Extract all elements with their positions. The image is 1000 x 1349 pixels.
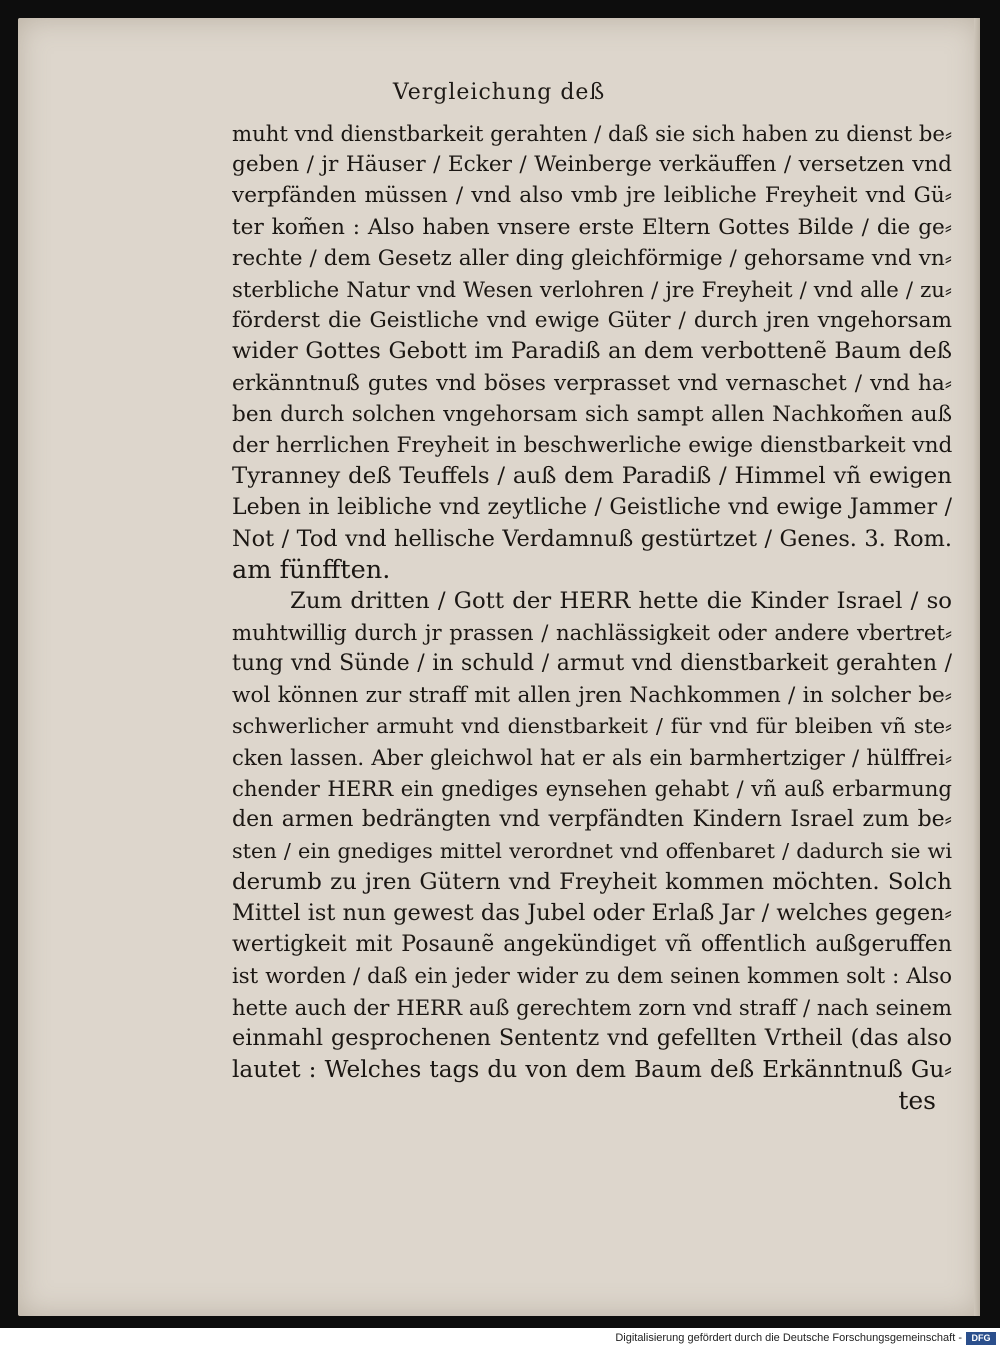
text-line: am fünfften. bbox=[232, 554, 391, 585]
page-edge bbox=[974, 18, 980, 1316]
footer-credit: Digitalisierung gefördert durch die Deutsche Forschungsgemeinschaft - bbox=[615, 1332, 962, 1344]
text-line: geben / jr Häuser / Ecker / Weinberge verkäuffen / versetzen vnd bbox=[232, 152, 952, 178]
text-line: ist worden / daß ein jeder wider zu dem seinen kommen solt : Also bbox=[232, 963, 952, 989]
text-line: den armen bedrängten vnd verpfändten Kindern Israel zum be⸗ bbox=[232, 807, 952, 833]
text-line: Mittel ist nun gewest das Jubel oder Erlaß Jar / welches gegen⸗ bbox=[232, 900, 952, 927]
text-line: förderst die Geistliche vnd ewige Güter / durch jren vngehorsam bbox=[232, 308, 952, 334]
running-head: Vergleichung deß bbox=[392, 80, 606, 105]
text-line: wider Gottes Gebott im Paradiß an dem verbottenẽ Baum deß bbox=[232, 338, 952, 365]
body-text bbox=[232, 118, 952, 1085]
text-line: rechte / dem Gesetz aller ding gleichförmige / gehorsame vnd vn⸗ bbox=[232, 245, 952, 271]
text-line: Zum dritten / Gott der HERR hette die Kinder Israel / so bbox=[290, 588, 952, 615]
text-line: chender HERR ein gnediges eynsehen gehabt / vñ auß erbarmung bbox=[232, 776, 952, 802]
text-line: ter kom̃en : Also haben vnsere erste Eltern Gottes Bilde / die ge⸗ bbox=[232, 214, 952, 240]
text-line: sten / ein gnediges mittel verordnet vnd offenbaret / dadurch sie wi bbox=[232, 838, 952, 863]
text-line: schwerlicher armuht vnd dienstbarkeit / für vnd für bleiben vñ ste⸗ bbox=[232, 713, 952, 738]
dfg-logo: DFG bbox=[966, 1332, 996, 1345]
text-line: der herrlichen Freyheit in beschwerliche ewige dienstbarkeit vnd bbox=[232, 433, 952, 459]
text-line: wertigkeit mit Posaunẽ angekündiget vñ offentlich außgeruffen bbox=[232, 932, 952, 958]
catchword: tes bbox=[898, 1086, 936, 1115]
text-line: Not / Tod vnd hellische Verdamnuß gestürtzet / Genes. 3. Rom. bbox=[232, 525, 952, 552]
text-line: sterbliche Natur vnd Wesen verlohren / jre Freyheit / vnd alle / zu⸗ bbox=[232, 277, 952, 303]
text-line: einmahl gesprochenen Sententz vnd gefellten Vrtheil (das also bbox=[232, 1024, 952, 1051]
text-line: lautet : Welches tags du von dem Baum deß Erkänntnuß Gu⸗ bbox=[232, 1056, 952, 1084]
text-line: cken lassen. Aber gleichwol hat er als ein barmhertziger / hülffrei⸗ bbox=[232, 745, 952, 771]
footer-bar bbox=[0, 1328, 1000, 1349]
text-line: muht vnd dienstbarkeit gerahten / daß sie sich haben zu dienst be⸗ bbox=[232, 121, 952, 146]
text-line: hette auch der HERR auß gerechtem zorn vnd straff / nach seinem bbox=[232, 994, 952, 1020]
book-page bbox=[18, 18, 980, 1316]
text-line: ben durch solchen vngehorsam sich sampt allen Nachkom̃en auß bbox=[232, 401, 952, 427]
text-line: derumb zu jren Gütern vnd Freyheit kommen möchten. Solch bbox=[232, 868, 952, 895]
text-line: muhtwillig durch jr prassen / nachlässigkeit oder andere vbertret⸗ bbox=[232, 620, 952, 646]
text-line: erkänntnuß gutes vnd böses verprasset vnd vernaschet / vnd ha⸗ bbox=[232, 370, 952, 396]
text-line: verpfänden müssen / vnd also vmb jre leibliche Freyheit vnd Gü⸗ bbox=[232, 183, 952, 209]
text-line: Tyranney deß Teuffels / auß dem Paradiß / Himmel vñ ewigen bbox=[232, 463, 952, 490]
text-line: tung vnd Sünde / in schuld / armut vnd dienstbarkeit gerahten / bbox=[232, 651, 952, 677]
text-line: Leben in leibliche vnd zeytliche / Geistliche vnd ewige Jammer / bbox=[232, 495, 952, 521]
text-line: wol können zur straff mit allen jren Nachkommen / in solcher be⸗ bbox=[232, 682, 952, 708]
